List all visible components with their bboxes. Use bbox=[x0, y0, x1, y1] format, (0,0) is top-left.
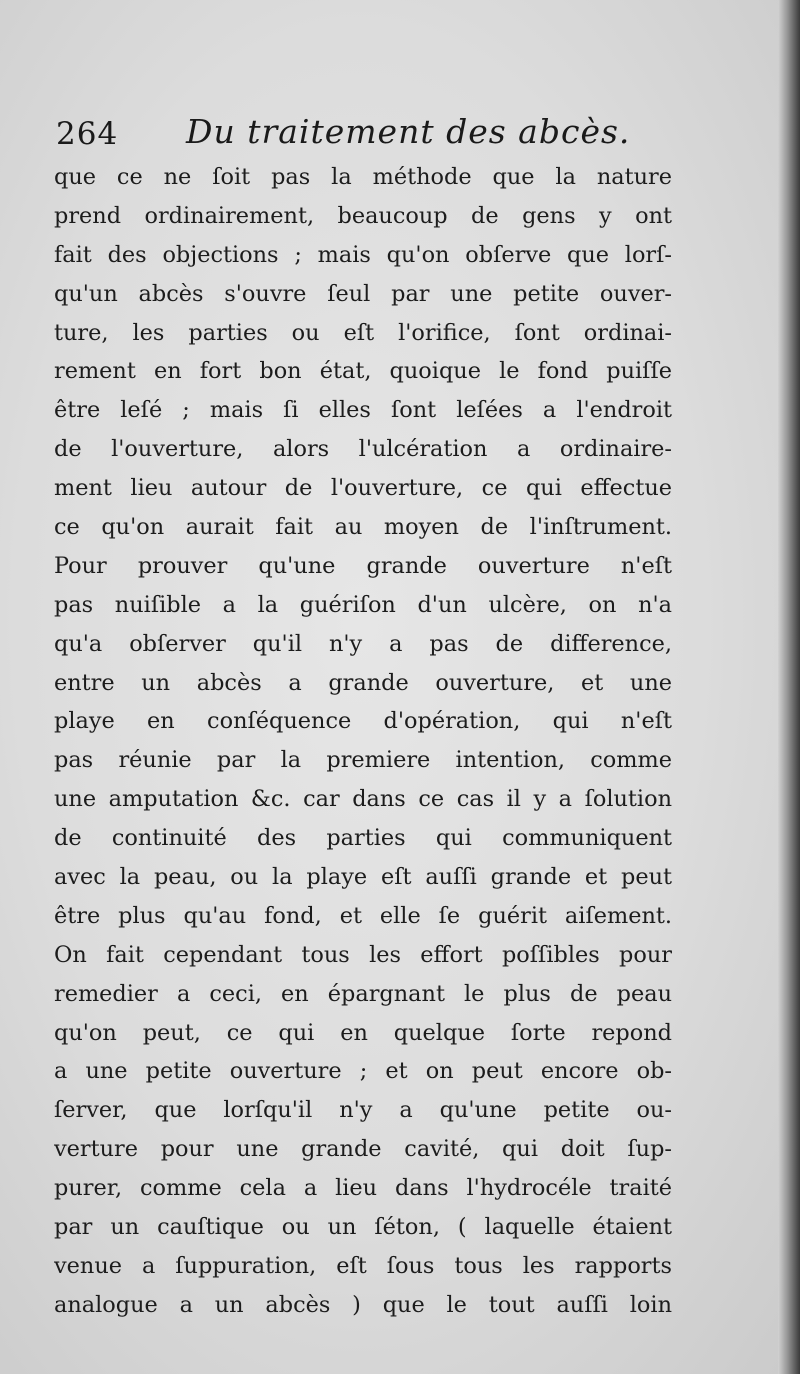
text-line: que ce ne ſoit pas la méthode que la nature bbox=[54, 164, 672, 190]
text-line: verture pour une grande cavité, qui doit ſup- bbox=[54, 1136, 672, 1163]
body-text bbox=[54, 158, 672, 1325]
text-line: qu'on peut, ce qui en quelque ſorte repond bbox=[54, 1019, 672, 1046]
text-line: pas réunie par la premiere intention, comme bbox=[54, 747, 672, 774]
text-line: pas nuiſible a la guériſon d'un ulcère, on n'a bbox=[54, 591, 672, 618]
text-line: être leſé ; mais ſi elles ſont leſées a l'endroit bbox=[54, 397, 672, 424]
text-line: On fait cependant tous les effort poſſibles pour bbox=[54, 941, 672, 968]
text-line: Pour prouver qu'une grande ouverture n'eſt bbox=[54, 552, 672, 579]
text-line: a une petite ouverture ; et on peut encore ob- bbox=[54, 1058, 672, 1085]
text-line: rement en fort bon état, quoique le fond puiſſe bbox=[54, 358, 672, 385]
text-line: venue a ſuppuration, eſt ſous tous les rapports bbox=[54, 1252, 672, 1279]
text-line: ment lieu autour de l'ouverture, ce qui effectue bbox=[54, 475, 672, 502]
text-line: de continuité des parties qui communiquent bbox=[54, 825, 672, 852]
text-line: être plus qu'au fond, et elle ſe guérit aiſement. bbox=[54, 902, 672, 929]
text-line: remedier a ceci, en épargnant le plus de peau bbox=[54, 980, 672, 1007]
text-line: de l'ouverture, alors l'ulcération a ordinaire- bbox=[54, 436, 672, 463]
text-line: ture, les parties ou eſt l'orifice, ſont ordinai- bbox=[54, 319, 672, 346]
text-line: fait des objections ; mais qu'on obſerve que lorſ- bbox=[54, 241, 672, 268]
text-line: ſerver, que lorſqu'il n'y a qu'une petite ou- bbox=[54, 1097, 672, 1124]
text-line: par un cauſtique ou un ſéton, ( laquelle étaient bbox=[54, 1214, 672, 1241]
page-number: 264 bbox=[56, 116, 119, 152]
text-line: avec la peau, ou la playe eſt auſſi grande et peut bbox=[54, 864, 672, 891]
page-edge-shadow bbox=[778, 0, 800, 1374]
text-line: playe en conſéquence d'opération, qui n'eſt bbox=[54, 708, 672, 735]
running-title: Du traitement des abcès. bbox=[186, 112, 631, 151]
text-line: ce qu'on aurait fait au moyen de l'inſtrument. bbox=[54, 514, 672, 541]
page-header bbox=[56, 112, 756, 160]
text-line: qu'a obſerver qu'il n'y a pas de difference, bbox=[54, 630, 672, 657]
text-line: analogue a un abcès ) que le tout auſſi loin bbox=[54, 1291, 672, 1318]
text-line: qu'un abcès s'ouvre ſeul par une petite ouver- bbox=[54, 280, 672, 307]
text-line: une amputation &c. car dans ce cas il y a ſolution bbox=[54, 786, 672, 813]
text-line: purer, comme cela a lieu dans l'hydrocéle traité bbox=[54, 1175, 672, 1202]
text-line: entre un abcès a grande ouverture, et une bbox=[54, 669, 672, 696]
text-line: prend ordinairement, beaucoup de gens y ont bbox=[54, 202, 672, 229]
